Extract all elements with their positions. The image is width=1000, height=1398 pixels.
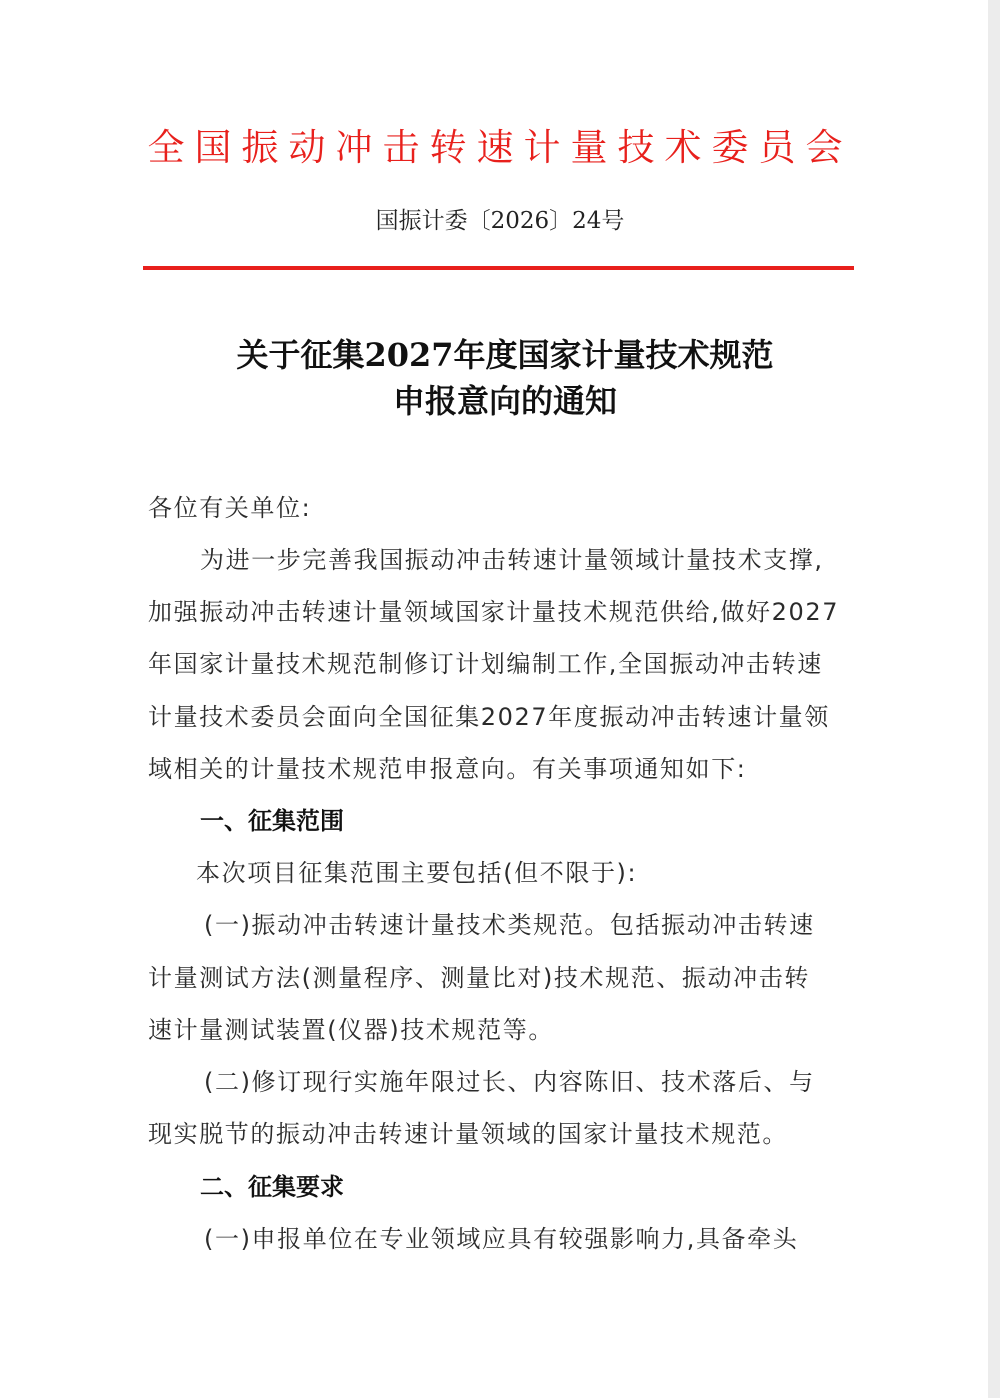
section-1-item-1-line-2: 计量测试方法(测量程序、测量比对)技术规范、振动冲击转 — [148, 964, 810, 992]
intro-line-1: 为进一步完善我国振动冲击转速计量领域计量技术支撑, — [200, 546, 824, 574]
section-1-item-1-line-1: (一)振动冲击转速计量技术类规范。包括振动冲击转速 — [204, 911, 815, 939]
section-2-item-1-line-1: (一)申报单位在专业领域应具有较强影响力,具备牵头 — [204, 1225, 799, 1253]
document-title — [140, 332, 870, 424]
title-line-2: 申报意向的通知 — [392, 382, 617, 420]
section-1-item-2-line-2: 现实脱节的振动冲击转速计量领域的国家计量技术规范。 — [148, 1120, 788, 1148]
section-1-item-2-line-1: (二)修订现行实施年限过长、内容陈旧、技术落后、与 — [204, 1068, 815, 1096]
red-divider-line — [143, 266, 854, 270]
section-1-item-1-line-3: 速计量测试装置(仪器)技术规范等。 — [148, 1016, 554, 1044]
salutation: 各位有关单位: — [148, 494, 312, 522]
viewer-scroll-gutter[interactable] — [988, 0, 1000, 1398]
title-line-1: 关于征集2027年度国家计量技术规范 — [236, 336, 774, 374]
section-1-heading: 一、征集范围 — [200, 807, 344, 835]
section-1-intro: 本次项目征集范围主要包括(但不限于): — [196, 859, 638, 887]
section-2-heading: 二、征集要求 — [200, 1173, 344, 1201]
intro-line-2: 加强振动冲击转速计量领域国家计量技术规范供给,做好2027 — [148, 598, 840, 626]
intro-line-5: 域相关的计量技术规范申报意向。有关事项通知如下: — [148, 755, 747, 783]
intro-line-4: 计量技术委员会面向全国征集2027年度振动冲击转速计量领 — [148, 703, 830, 731]
document-number: 国振计委〔2026〕24号 — [375, 208, 625, 234]
intro-line-3: 年国家计量技术规范制修订计划编制工作,全国振动冲击转速 — [148, 650, 823, 678]
organization-header: 全国振动冲击转速计量技术委员会 — [147, 126, 853, 169]
